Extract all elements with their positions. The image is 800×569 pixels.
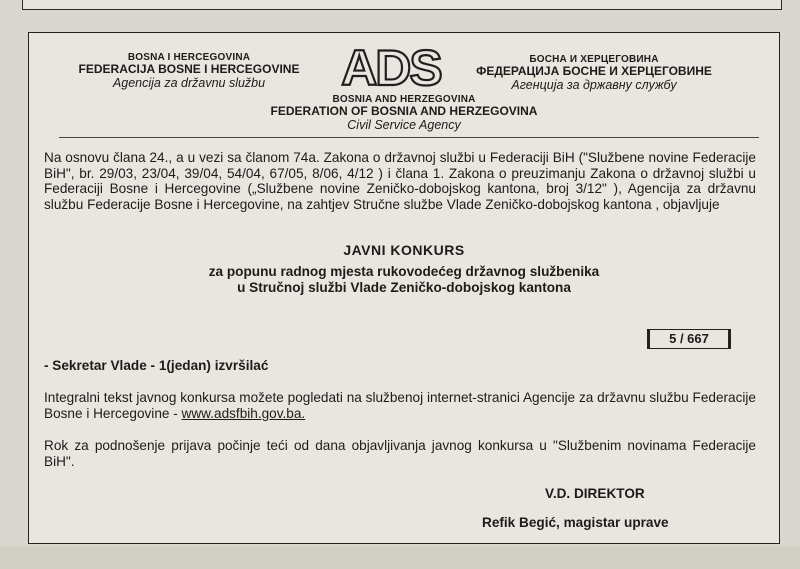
subtitle-line-2: u Stručnoj službi Vlade Zeničko-dobojskog kantona: [237, 280, 571, 295]
notice-subtitle: [29, 264, 779, 296]
deadline-paragraph: Rok za podnošenje prijava počinje teći od dana objavljivanja javnog konkursa u "Službenim novinama Federacije BiH".: [44, 438, 756, 469]
page-bottom-margin: [0, 546, 800, 569]
previous-notice-frame: [22, 0, 782, 10]
legal-basis-paragraph: Na osnovu člana 24., a u vezi sa članom 74a. Zakona o državnoj službi u Federaciji BiH ("Službene novine Federacije BiH", br. 29/03, 23/04, 39/04, 54/04, 67/05, 8/06, 4/12 ) i člana 1. Zakona o preuzimanju Zakona o državnoj službi u Federaciji Bosne i Hercegovine („Službene novine Zeničko-dobojskog kantona, broj 3/12" ), Agencija za državnu službu Federacije Bosne i Hercegovine, na zahtjev Stručne službe Vlade Zeničko-dobojskog kantona , objavljuje: [44, 150, 756, 212]
full-text-paragraph: [44, 390, 756, 422]
reference-number-box: 5 / 667: [647, 329, 731, 349]
signature-name: Refik Begić, magistar uprave: [482, 515, 669, 530]
right-federation-name: ФЕДЕРАЦИЈА БОСНЕ И ХЕРЦЕГОВИНЕ: [476, 64, 712, 78]
agency-website-link[interactable]: www.adsfbih.gov.ba.: [181, 406, 306, 421]
center-agency-name: Civil Service Agency: [347, 118, 461, 132]
public-notice: [28, 32, 780, 544]
left-country-name: BOSNA I HERCEGOVINA: [127, 52, 251, 63]
center-country-name: BOSNIA AND HERZEGOVINA: [332, 94, 476, 105]
position-title: - Sekretar Vlade - 1(jedan) izvršilać: [44, 358, 269, 373]
header-center-block: [224, 94, 584, 132]
left-federation-name: FEDERACIJA BOSNE I HERCEGOVINE: [78, 62, 300, 76]
header-divider: [59, 137, 759, 138]
full-text-intro: Integralni tekst javnog konkursa možete pogledati na službenoj internet-stranici Agencije za državnu službu Federacije Bosne i Hercegovine -: [44, 390, 756, 421]
ads-logo: ADS: [341, 40, 441, 96]
notice-title: JAVNI KONKURS: [343, 242, 465, 258]
left-agency-name: Agencija za državnu službu: [112, 76, 266, 90]
header-left-block: [59, 52, 319, 90]
header-right-block: [449, 54, 739, 92]
signature-title: V.D. DIREKTOR: [545, 486, 645, 501]
subtitle-line-1: za popunu radnog mjesta rukovodećeg državnog službenika: [208, 264, 600, 279]
right-agency-name: Агенција за државну службу: [511, 78, 677, 92]
right-country-name: БОСНА И ХЕРЦЕГОВИНА: [529, 54, 659, 65]
center-federation-name: FEDERATION OF BOSNIA AND HERZEGOVINA: [270, 104, 538, 118]
